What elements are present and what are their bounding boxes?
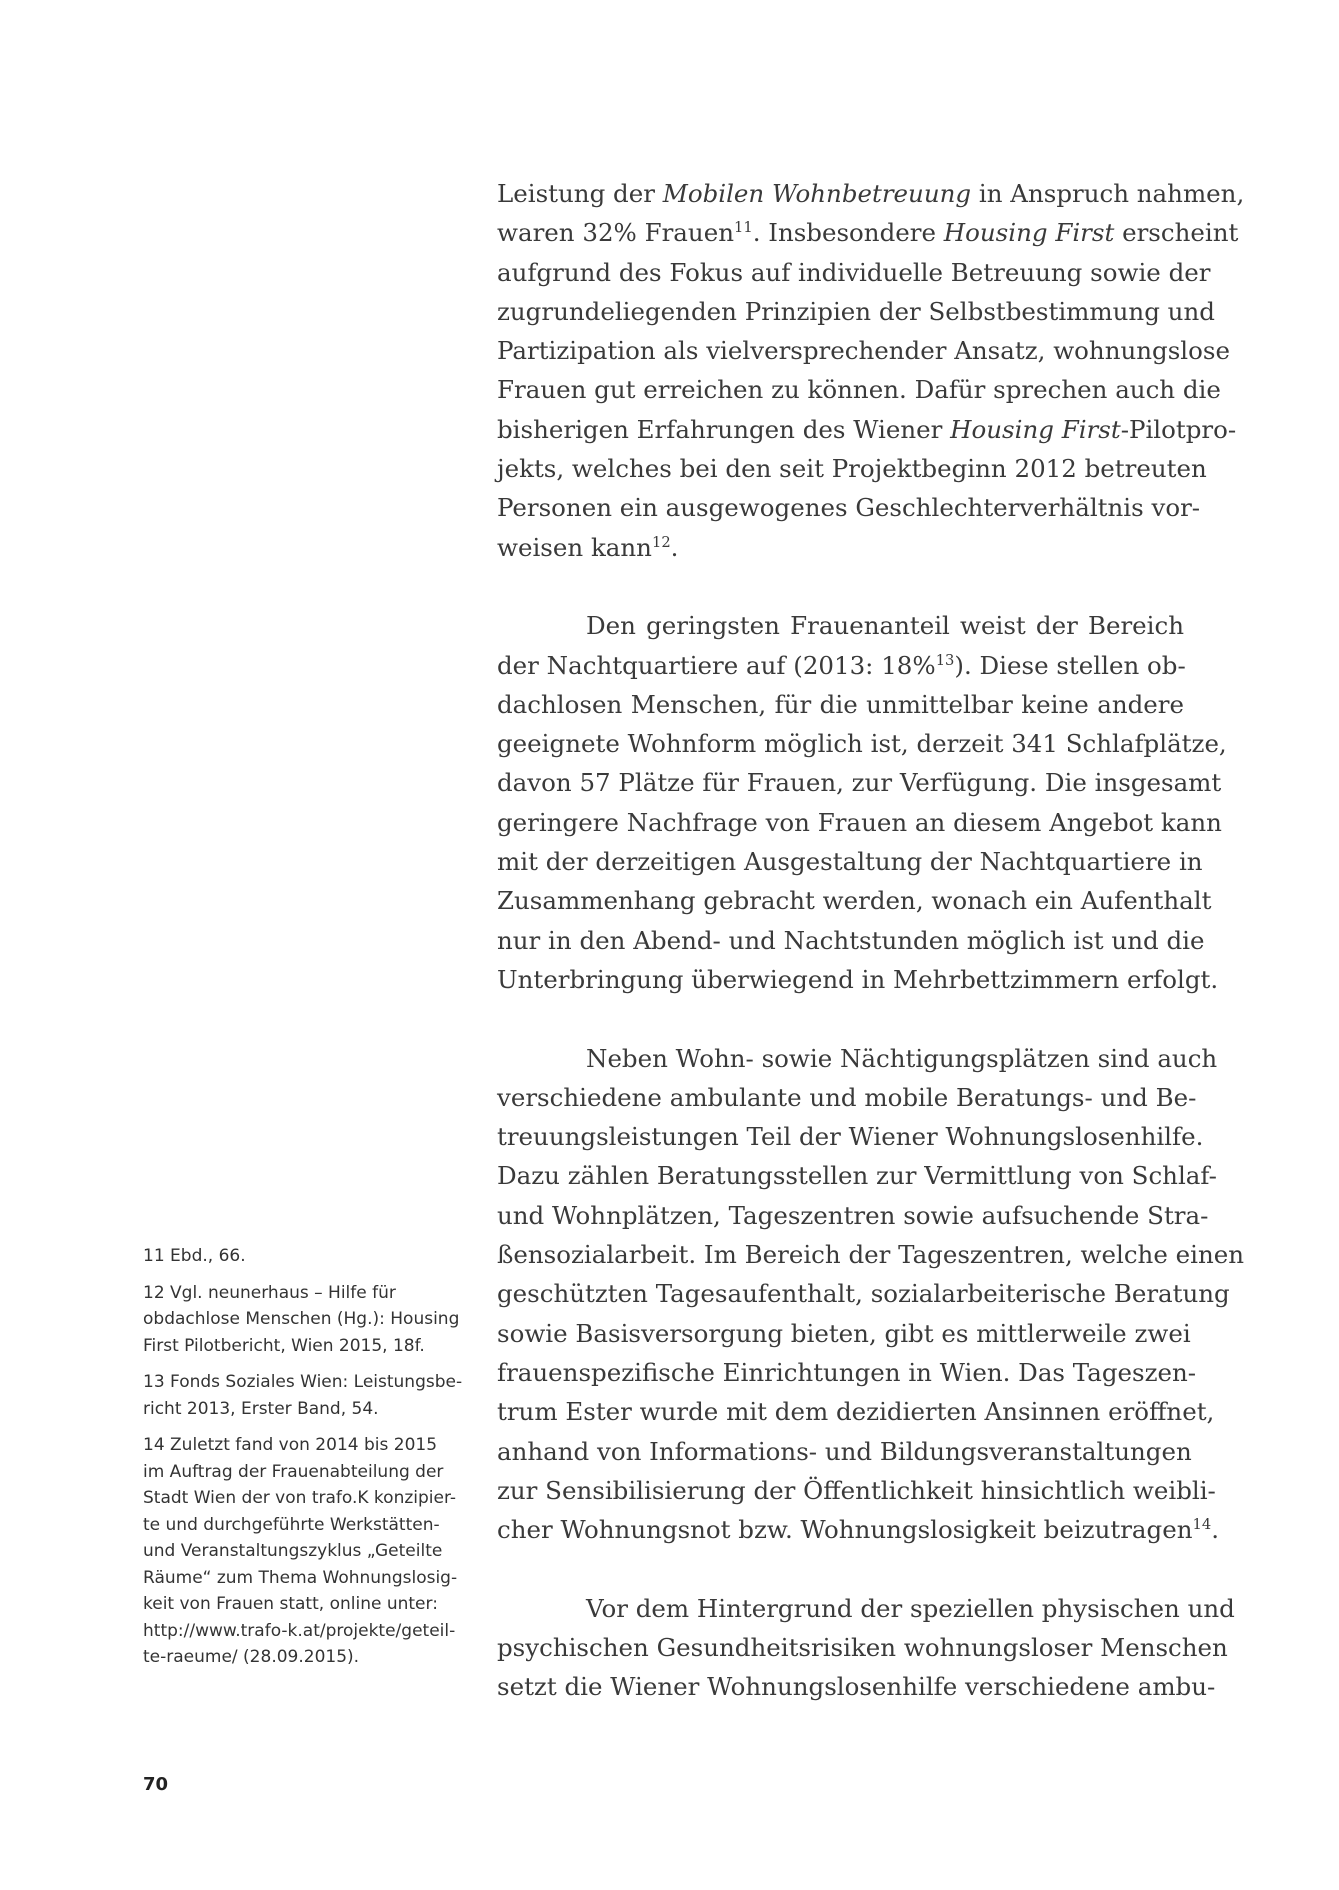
footnote-ref: 11 [733, 219, 753, 237]
text-line: ßensozialarbeit. Im Bereich der Tageszentren, welche einen [497, 1240, 1245, 1270]
text-line: Den geringsten Frauenanteil weist der Bereich [586, 611, 1184, 641]
footnote-line: 14 Zuletzt fand von 2014 bis 2015 [143, 1435, 438, 1455]
text-line: Dazu zählen Beratungsstellen zur Vermittlung von Schlaf- [497, 1161, 1217, 1191]
footnote-ref: 14 [1192, 1515, 1212, 1533]
footnote [143, 1243, 473, 1270]
footnote-line: http://www.trafo-k.at/projekte/geteil- [143, 1620, 456, 1641]
footnote [143, 1432, 473, 1671]
text-line: mit der derzeitigen Ausgestaltung der Nachtquartiere in [497, 847, 1203, 877]
text-line: Unterbringung überwiegend in Mehrbettzimmern erfolgt. [497, 964, 1219, 994]
footnote-line: 13 Fonds Soziales Wien: Leistungsbe- [143, 1372, 463, 1392]
text-line: setzt die Wiener Wohnungslosenhilfe verschiedene ambu- [497, 1672, 1216, 1702]
footnote-line: Räume“ zum Thema Wohnungslosig- [143, 1567, 458, 1588]
text-line: sowie Basisversorgung bieten, gibt es mittlerweile zwei [497, 1318, 1191, 1348]
text-line: bisherigen Erfahrungen des Wiener Housing First-Pilotpro- [497, 414, 1237, 444]
paragraph-gap [497, 1549, 1184, 1588]
text-line: weisen kann$^{12}$. [497, 532, 679, 562]
italic-term: Housing First [943, 218, 1115, 248]
text-line: der Nachtquartiere auf (2013: 18%$^{13}$). Diese stellen ob- [497, 650, 1186, 680]
text-line: waren 32% Frauen$^{11}$. Insbesondere Housing First erscheint [497, 218, 1239, 248]
text-line: davon 57 Plätze für Frauen, zur Verfügung. Die insgesamt [497, 768, 1222, 798]
footnote-line: obdachlose Menschen (Hg.): Housing [143, 1309, 460, 1329]
paragraph [497, 1039, 1245, 1550]
text-line: nur in den Abend- und Nachtstunden möglich ist und die [497, 925, 1205, 955]
footnote [143, 1280, 473, 1360]
paragraph [497, 1589, 1235, 1707]
text-line: Neben Wohn- sowie Nächtigungsplätzen sind auch [586, 1043, 1218, 1073]
footnotes-column [143, 1243, 473, 1681]
footnote-ref: 12 [651, 533, 671, 551]
paragraph [497, 174, 1245, 567]
footnote-line: im Auftrag der Frauenabteilung der [143, 1461, 444, 1482]
footnote-line: te und durchgeführte Werkstätten- [143, 1514, 440, 1535]
text-line: dachlosen Menschen, für die unmittelbar keine andere [497, 689, 1184, 719]
text-line: cher Wohnungsnot bzw. Wohnungslosigkeit beizutragen$^{14}$. [497, 1515, 1219, 1545]
footnote-ref: 13 [935, 651, 955, 669]
text-line: Zusammenhang gebracht werden, wonach ein Aufenthalt [497, 886, 1212, 916]
text-line: frauenspezifische Einrichtungen in Wien. Das Tageszen- [497, 1357, 1197, 1387]
footnote-line: richt 2013, Erster Band, 54. [143, 1398, 379, 1419]
footnote-line: te-raeume/ (28.09.2015). [143, 1647, 360, 1667]
footnote-line: First Pilotbericht, Wien 2015, 18f. [143, 1335, 425, 1356]
page-number: 70 [143, 1774, 169, 1795]
text-line: zugrundeliegenden Prinzipien der Selbstbestimmung und [497, 296, 1215, 326]
footnote-line: Stadt Wien der von trafo.K konzipier- [143, 1488, 456, 1508]
paragraph [497, 606, 1227, 999]
text-line: und Wohnplätzen, Tageszentren sowie aufsuchende Stra- [497, 1200, 1209, 1230]
text-line: geschützten Tagesaufenthalt, sozialarbeiterische Beratung [497, 1279, 1230, 1309]
footnote-line: und Veranstaltungszyklus „Geteilte [143, 1541, 443, 1561]
text-line: aufgrund des Fokus auf individuelle Betreuung sowie der [497, 257, 1211, 287]
text-line: verschiedene ambulante und mobile Beratungs- und Be- [497, 1082, 1197, 1112]
footnote-line: 11 Ebd., 66. [143, 1246, 246, 1266]
italic-term: Mobilen Wohnbetreuung [662, 179, 972, 208]
text-line: Leistung der Mobilen Wohnbetreuung in Anspruch nahmen, [497, 179, 1245, 208]
text-line: geringere Nachfrage von Frauen an diesem Angebot kann [497, 807, 1222, 837]
text-line: jekts, welches bei den seit Projektbeginn 2012 betreuten [497, 454, 1207, 484]
text-line: trum Ester wurde mit dem dezidierten Ansinnen eröffnet, [497, 1397, 1215, 1427]
text-line: Frauen gut erreichen zu können. Dafür sprechen auch die [497, 375, 1221, 405]
text-line: anhand von Informations- und Bildungsveranstaltungen [497, 1436, 1192, 1466]
paragraph-gap [497, 567, 1184, 606]
text-line: zur Sensibilisierung der Öffentlichkeit hinsichtlich weibli- [497, 1475, 1216, 1505]
footnote [143, 1369, 473, 1422]
text-line: psychischen Gesundheitsrisiken wohnungsloser Menschen [497, 1632, 1228, 1662]
text-line: Personen ein ausgewogenes Geschlechterverhältnis vor- [497, 493, 1201, 523]
main-text-column [497, 174, 1245, 1707]
text-line: treuungsleistungen Teil der Wiener Wohnungslosenhilfe. [497, 1122, 1204, 1152]
text-line: Vor dem Hintergrund der speziellen physischen und [586, 1593, 1235, 1623]
text-line: geeignete Wohnform möglich ist, derzeit 341 Schlafplätze, [497, 729, 1227, 759]
text-line: Partizipation als vielversprechender Ansatz, wohnungslose [497, 336, 1230, 366]
italic-term: Housing First [950, 414, 1121, 444]
paragraph-gap [497, 999, 1184, 1038]
footnote-line: 12 Vgl. neunerhaus – Hilfe für [143, 1282, 396, 1303]
footnote-line: keit von Frauen statt, online unter: [143, 1594, 438, 1614]
